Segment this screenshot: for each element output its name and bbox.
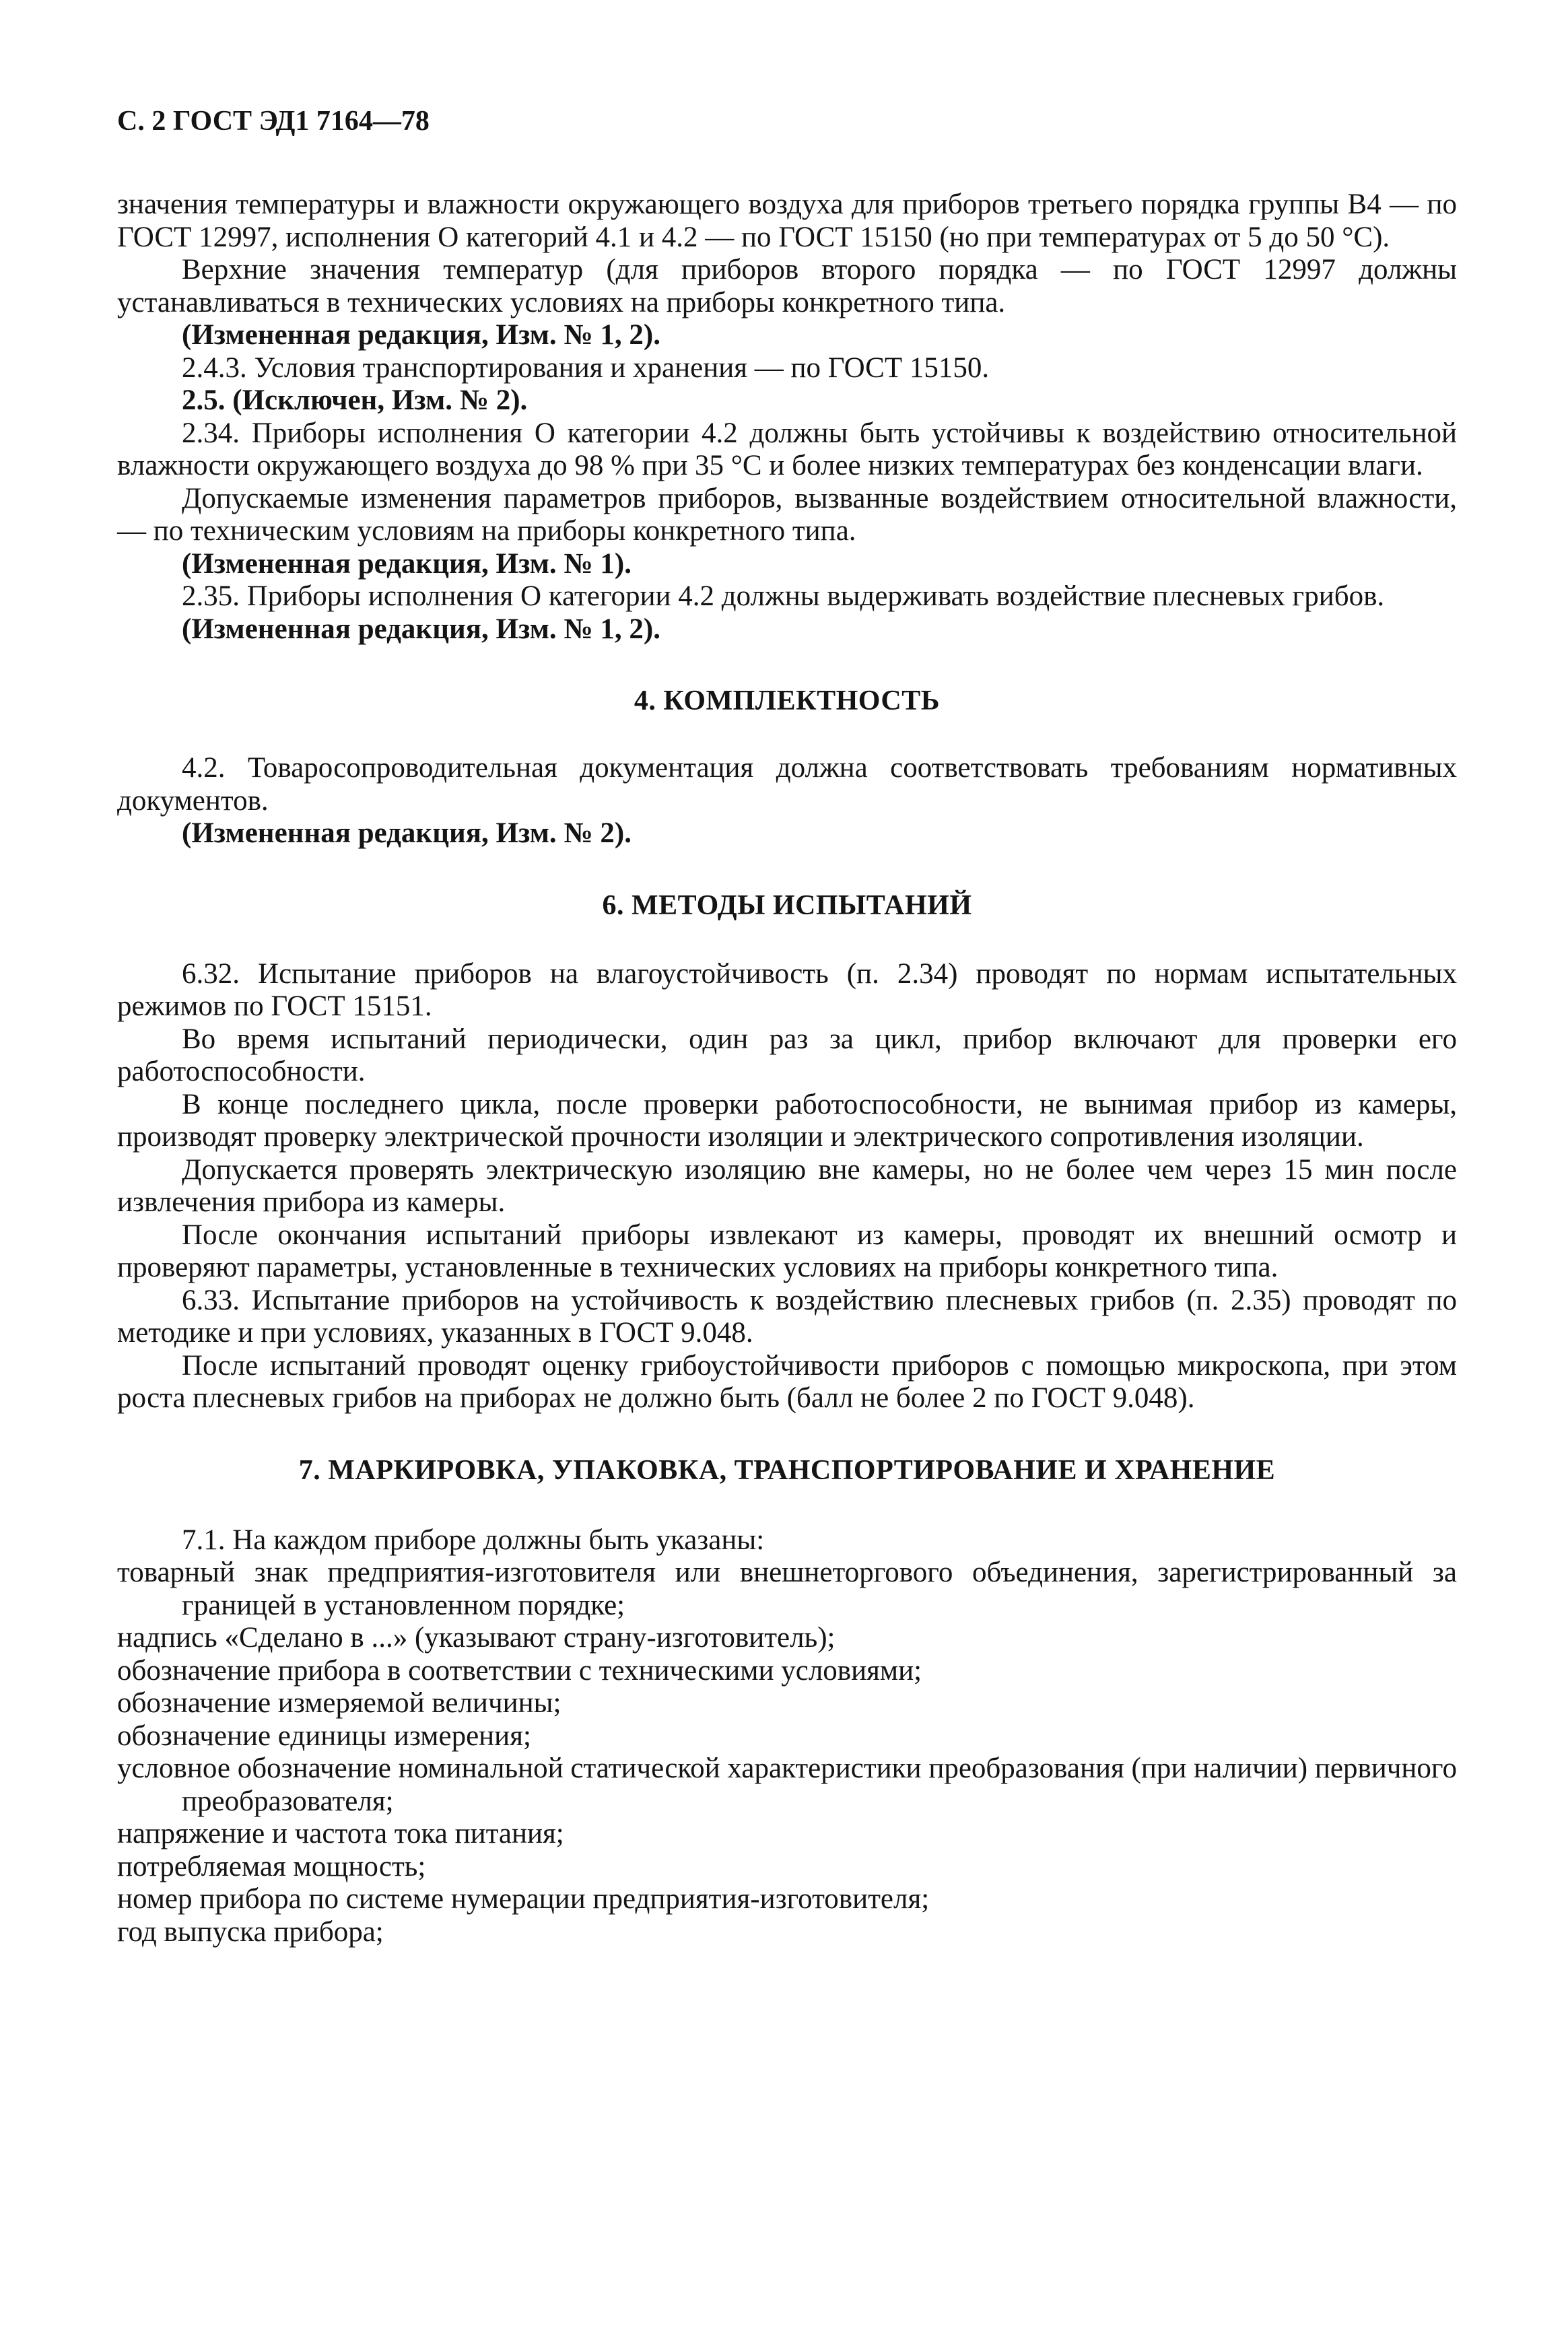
section-7-title: 7. МАРКИРОВКА, УПАКОВКА, ТРАНСПОРТИРОВАНИЕ И ХРАНЕНИЕ [298,1454,1276,1486]
clause-2-34-continuation: Допускаемые изменения параметров приборов, вызванные воздействием относительной влажности, — по техническим условиям на приборы конкретного типа. [117,482,1457,547]
list-item: обозначение прибора в соответствии с техническими условиями; [117,1654,922,1687]
section-6-paragraph: После испытаний проводят оценку грибоустойчивости приборов с помощью микроскопа, при этом роста плесневых грибов на приборах не должно быть (балл не более 2 по ГОСТ 9.048). [117,1349,1457,1414]
document-page [117,101,1457,1948]
intro-paragraph-2: Верхние значения температур (для приборов второго порядка — по ГОСТ 12997 должны устанавливаться в технических условиях на приборы конкретного типа. [117,254,1457,318]
amendment-note: (Измененная редакция, Изм. № 1, 2). [182,613,660,645]
clause-2-4-3: 2.4.3. Условия транспортирования и хранения — по ГОСТ 15150. [182,351,990,384]
amendment-note: (Измененная редакция, Изм. № 1). [182,547,632,580]
list-item: номер прибора по системе нумерации предприятия-изготовителя; [117,1883,930,1915]
list-item: год выпуска прибора; [117,1915,384,1948]
section-6-paragraph: В конце последнего цикла, после проверки работоспособности, не вынимая прибор из камеры, производят проверку электрической прочности изоляции и электрического сопротивления изоляции. [117,1088,1457,1153]
list-item: надпись «Сделано в ...» (указывают страну-изготовитель); [117,1622,836,1654]
section-6-paragraph: Допускается проверять электрическую изоляцию вне камеры, но не более чем через 15 мин после извлечения прибора из камеры. [117,1153,1457,1218]
clause-6-33: 6.33. Испытание приборов на устойчивость к воздействию плесневых грибов (п. 2.35) проводят по методике и при условиях, указанных в ГОСТ 9.048. [117,1284,1457,1349]
section-6-paragraph: Во время испытаний периодически, один раз за цикл, прибор включают для проверки его работоспособности. [117,1023,1457,1087]
amendment-note: (Измененная редакция, Изм. № 2). [182,817,632,849]
section-4-title: 4. КОМПЛЕКТНОСТЬ [634,685,941,716]
list-item: товарный знак предприятия-изготовителя или внешнеторгового объединения, зарегистрированный за границей в установленном порядке; [117,1557,1457,1621]
clause-2-34: 2.34. Приборы исполнения О категории 4.2 должны быть устойчивы к воздействию относительной влажности окружающего воздуха до 98 % при 35 °С и более низких температурах без конденсации влаги. [117,417,1457,481]
amendment-note: (Измененная редакция, Изм. № 1, 2). [182,319,660,351]
list-item: условное обозначение номинальной статической характеристики преобразования (при наличии) первичного преобразователя; [117,1753,1457,1817]
list-item: напряжение и частота тока питания; [117,1818,564,1849]
section-6-paragraph: После окончания испытаний приборы извлекают из камеры, проводят их внешний осмотр и проверяют параметры, установленные в технических условиях на приборы конкретного типа. [117,1219,1457,1283]
clause-7-1: 7.1. На каждом приборе должны быть указаны: [182,1524,765,1556]
marking-list [117,1557,1457,1948]
clause-2-35: 2.35. Приборы исполнения О категории 4.2 должны выдерживать воздействие плесневых грибов. [182,580,1385,612]
clause-2-5-excluded: 2.5. (Исключен, Изм. № 2). [182,384,528,416]
clause-6-32: 6.32. Испытание приборов на влагоустойчивость (п. 2.34) проводят по нормам испытательных режимов по ГОСТ 15151. [117,957,1457,1022]
list-item: обозначение единицы измерения; [117,1720,531,1752]
page-header: С. 2 ГОСТ ЭД1 7164—78 [117,106,430,137]
list-item: обозначение измеряемой величины; [117,1687,561,1719]
list-item: потребляемая мощность; [117,1850,426,1882]
clause-4-2: 4.2. Товаросопроводительная документация должна соответствовать требованиям нормативных документов. [117,752,1457,817]
intro-paragraph-1: значения температуры и влажности окружающего воздуха для приборов третьего порядка группы В4 — по ГОСТ 12997, исполнения О категорий 4.1 и 4.2 — по ГОСТ 15150 (но при температурах от 5 до 50 °С). [117,189,1457,253]
section-6-title: 6. МЕТОДЫ ИСПЫТАНИЙ [602,889,972,921]
